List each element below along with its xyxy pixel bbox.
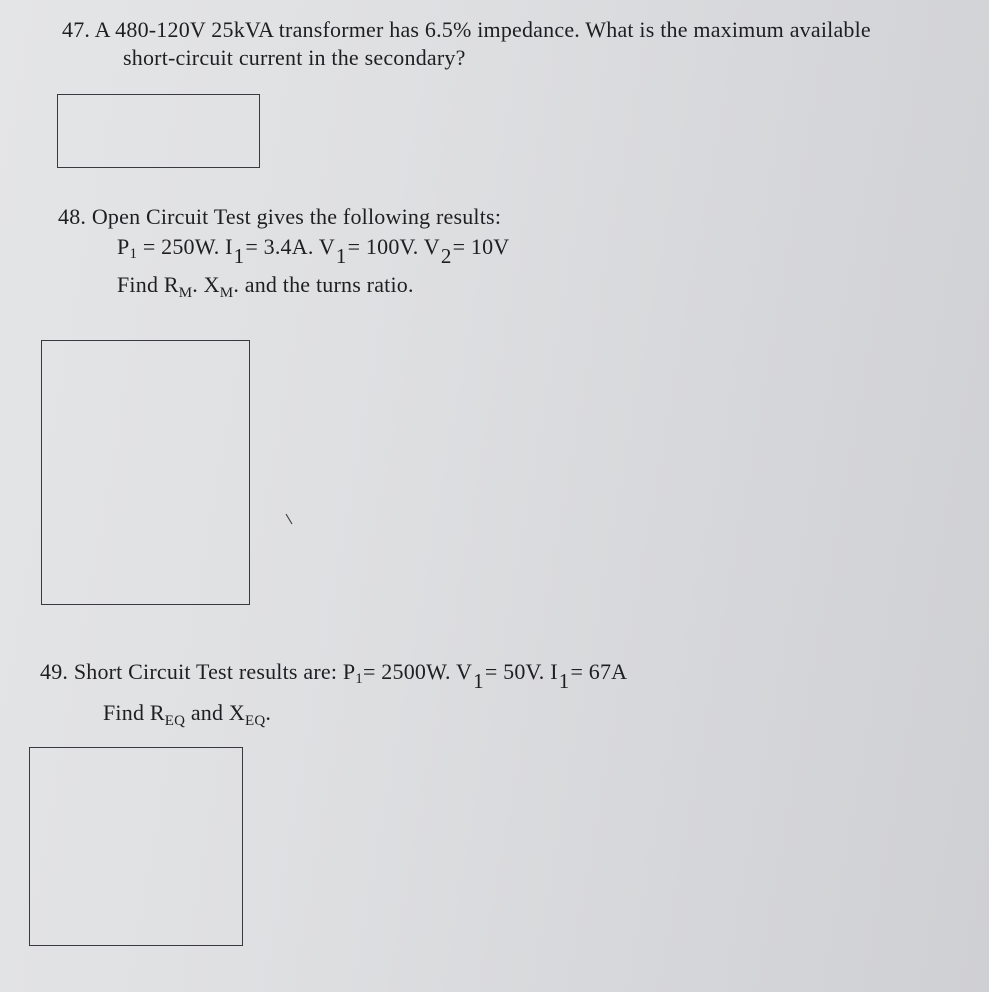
rm-subscript: M [178, 285, 193, 301]
question-47-text: A 480-120V 25kVA transformer has 6.5% impedance. What is the maximum available [94, 17, 871, 42]
xeq-subscript: EQ [245, 713, 266, 729]
p-subscript: 1 [355, 671, 363, 687]
v-subscript: 1 [473, 669, 484, 693]
i-subscript: 1 [233, 244, 245, 268]
answer-box-47[interactable] [57, 94, 260, 168]
question-49-line-1 [40, 659, 628, 693]
question-49-find [103, 700, 271, 729]
question-48-text: Open Circuit Test gives the following results: [91, 204, 502, 229]
answer-box-49[interactable] [29, 747, 243, 946]
question-47-number: 47. [62, 17, 91, 42]
v-value: = 50V. I [484, 659, 558, 684]
v2-value: = 10V [452, 234, 510, 259]
question-48-line-1 [58, 204, 501, 230]
v1-value: = 100V. V [347, 234, 440, 259]
i-value: = 3.4A. V [245, 234, 335, 259]
req-subscript: EQ [164, 713, 186, 729]
question-48-find [117, 272, 414, 301]
find-r-prefix: Find R [117, 272, 179, 297]
p-value: = 2500W. V [362, 659, 473, 684]
v1-subscript: 1 [335, 244, 347, 268]
pen-mark [284, 512, 296, 528]
question-48-values [117, 234, 510, 268]
answer-box-48[interactable] [41, 340, 250, 605]
p-value: = 250W. I [137, 234, 233, 259]
p-symbol: P [117, 234, 130, 259]
xm-subscript: M [219, 285, 234, 301]
find-x-prefix: . X [192, 272, 220, 297]
question-49-number: 49. [40, 659, 69, 684]
question-47-line-1 [62, 17, 871, 43]
p-subscript: 1 [129, 246, 138, 262]
question-47-line-2: short-circuit current in the secondary? [123, 45, 466, 70]
find-x-prefix: and X [185, 700, 245, 725]
find-r-prefix: Find R [103, 700, 165, 725]
question-48-number: 48. [58, 204, 87, 229]
find-suffix: . and the turns ratio. [233, 272, 414, 297]
v2-subscript: 2 [440, 244, 452, 268]
find-suffix: . [265, 700, 272, 725]
i-value: = 67A [570, 659, 628, 684]
question-49-text: Short Circuit Test results are: P [73, 659, 356, 684]
i-subscript: 1 [558, 669, 570, 693]
